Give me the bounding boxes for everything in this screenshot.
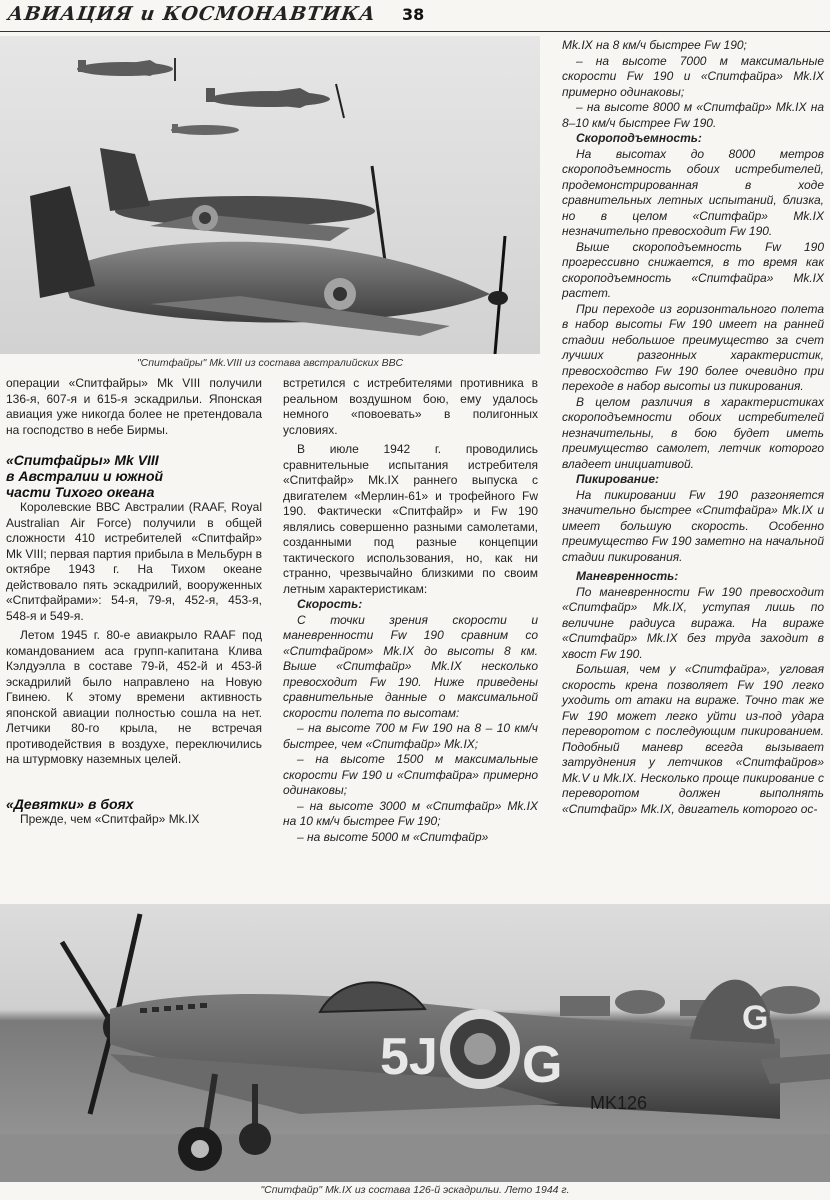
col3-paragraph: – на высоте 7000 м максимальные скорости Fw 190 и «Спитфайра» Mk.IX примерно одинаковы; xyxy=(562,53,824,99)
code-letter-right: G xyxy=(522,1036,563,1094)
column-3 xyxy=(562,38,824,817)
col3-paragraph: В целом различия в характеристиках скороподъемности обоих истребителей незначительны, в бою будет иметь преимущество самолет, летчик которого владеет инициативой. xyxy=(562,394,824,471)
subhead-dive: Пикирование: xyxy=(576,472,660,486)
spitfire-formation-image xyxy=(0,36,540,354)
section-heading-nines: «Девятки» в боях xyxy=(6,795,134,812)
column-2 xyxy=(283,376,538,845)
header-rule xyxy=(0,31,830,32)
spitfire-ground-image xyxy=(0,904,830,1182)
col1-paragraph: Летом 1945 г. 80-е авиакрыло RAAF под командованием аса групп-капитана Клива Кэлдуэлла в составе 79-й, 452-й и 453-й эскадрилий было направлено на Новую Гвинею. К этому времени активность японской авиации полностью сошла на нет. Летчики 80-го крыла, не встречая противодействия в воздухе, переключились на штурмовку наземных целей. xyxy=(6,628,262,766)
col3-paragraph: На пикировании Fw 190 разгоняется значительно быстрее «Спитфайра» Mk.IX и имеет большую скорость. Особенно преимущество Fw 190 заметно на начальной стадии пикирования. xyxy=(562,487,824,564)
code-letters-left: 5J xyxy=(380,1028,438,1086)
col2-paragraph: встретился с истребителями противника в реальном воздушном бою, ему удалось немного «повоевать» в полигонных условиях. xyxy=(283,376,538,437)
section-heading-australia xyxy=(6,452,262,500)
col3-paragraph: На высотах до 8000 метров скороподъемность обоих истребителей, продемонстрированная в ходе сравнительных летных испытаний, близка, но в целом «Спитфайр» Mk.IX незначительно превосходит Fw 190. xyxy=(562,146,824,238)
col3-paragraph: При переходе из горизонтального полета в набор высоты Fw 190 имеет на ранней стадии небольшое преимущество за счет лучших разгонных характеристик, превосходство Fw 190 более очевидно при переходе в набор высоты из пикирования. xyxy=(562,301,824,393)
top-photo-caption: "Спитфайры" Mk.VIII из состава австралийских ВВС xyxy=(136,357,404,369)
subhead-climb: Скороподъемность: xyxy=(576,131,702,145)
col1-paragraph: Королевские ВВС Австралии (RAAF, Royal Australian Air Force) получили в общей сложности 410 истребителей «Спитфайр» Mk VIII; первая партия прибыла в Мельбурн в октябре 1943 г. На Тихом океане действовало пять эскадрилий, вооруженных «Спитфайрами»: 54-я, 79-я, 452-я, 453-я, 548-я и 549-я. xyxy=(6,500,262,623)
col2-paragraph: – на высоте 1500 м максимальные скорости Fw 190 и «Спитфайра» примерно одинаковы; xyxy=(283,752,538,797)
heading-line: в Австралии и южной xyxy=(6,468,164,484)
tail-letter: G xyxy=(742,999,769,1037)
page-number: 38 xyxy=(402,5,425,24)
col3-paragraph: Большая, чем у «Спитфайра», угловая скорость крена позволяет Fw 190 легко уходить от атаки на вираже. Точно так же Fw 190 может легко уйти из-под удара переворотом с последующим пикированием. Подобный маневр всегда вызывает затруднения у летчиков «Спитфайров» Mk.V и Mk.IX. Несколько проще пикирование с переворотом должен выполнять «Спитфайр» Mk.IX, двигатель которого ос- xyxy=(562,662,824,816)
bottom-photo-caption: "Спитфайр" Mk.IX из состава 126-й эскадрильи. Лето 1944 г. xyxy=(260,1184,570,1196)
col2-paragraph: – на высоте 700 м Fw 190 на 8 – 10 км/ч быстрее, чем «Спитфайр» Mk.IX; xyxy=(283,721,538,751)
roundel-marking xyxy=(440,1009,520,1089)
col2-paragraph: С точки зрения скорости и маневренности Fw 190 сравним со «Спитфайром» Mk.IX до высоты 8 км. Выше «Спитфайр» Mk.IX несколько превосходит Fw 190. Ниже приведены сравнительные данные о максимальной скорости полета по высотам: xyxy=(283,612,538,720)
col2-paragraph: – на высоте 3000 м «Спитфайр» Mk.IX на 10 км/ч быстрее Fw 190; xyxy=(283,798,538,828)
col2-paragraph: В июле 1942 г. проводились сравнительные испытания истребителя «Спитфайр» Mk.IX раннего выпуска с двигателем «Мерлин-61» и трофейного Fw 190. Фактически «Спитфайр» и Fw 190 являлись совершенно разными самолетами, созданными под разные концепции тактического использования, но, как ни странно, чрезвычайно близкими по своим летным характеристикам: xyxy=(283,442,538,596)
col3-paragraph: По маневренности Fw 190 превосходит «Спитфайр» Mk.IX, уступая лишь по величине радиуса виража. На вираже «Спитфайр» Mk.IX без труда заходит в хвост Fw 190. xyxy=(562,584,824,661)
top-photo xyxy=(0,36,540,354)
serial-number: MK126 xyxy=(590,1093,648,1113)
page-header xyxy=(0,0,830,32)
heading-line: «Спитфайры» Mk VIII xyxy=(6,452,159,468)
subhead-speed: Скорость: xyxy=(297,597,363,611)
column-1 xyxy=(6,376,262,827)
bottom-photo xyxy=(0,904,830,1182)
col3-paragraph: Mk.IX на 8 км/ч быстрее Fw 190; xyxy=(562,38,747,52)
heading-line: части Тихого океана xyxy=(6,484,155,500)
col2-paragraph: – на высоте 5000 м «Спитфайр» xyxy=(297,829,489,844)
col3-paragraph: Выше скороподъемность Fw 190 прогрессивно снижается, в то время как скороподъемность «Спитфайра» Mk.IX растет. xyxy=(562,239,824,300)
col1-paragraph: операции «Спитфайры» Mk VIII получили 136-я, 607-я и 615-я эскадрильи. Японская авиация уже никогда более не претендовала на господство в небе Бирмы. xyxy=(6,376,262,437)
col3-paragraph: – на высоте 8000 м «Спитфайр» Mk.IX на 8–10 км/ч быстрее Fw 190. xyxy=(562,100,824,130)
magazine-title: АВИАЦИЯ и КОСМОНАВТИКА xyxy=(6,3,378,25)
col1-paragraph: Прежде, чем «Спитфайр» Mk.IX xyxy=(20,811,200,826)
subhead-maneuver: Маневренность: xyxy=(576,569,679,583)
